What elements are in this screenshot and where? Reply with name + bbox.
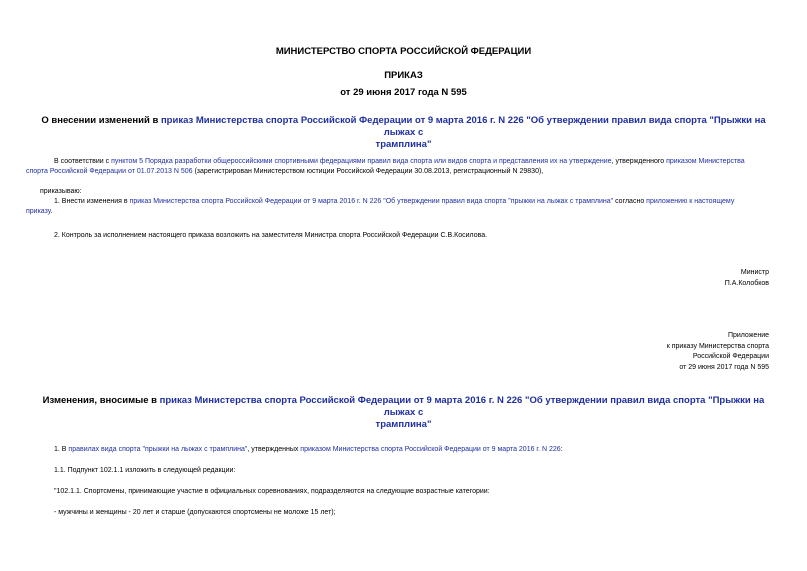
appendix-line-1: Приложение	[727, 332, 769, 339]
change-1-text: :	[560, 446, 563, 453]
quote-paragraph-2: - мужчины и женщины - 20 лет и старше (допускаются спортсмены не моложе 15 лет);	[54, 509, 336, 516]
order-title	[30, 115, 777, 151]
change-1-text: , утвержденных	[247, 446, 301, 453]
order-title-prefix: О внесении изменений в	[41, 115, 161, 126]
changes-title-link-cont[interactable]: трамплина"	[375, 419, 432, 430]
preamble-link-order-cont[interactable]: спорта Российской Федерации от 01.07.2013 N 506	[26, 168, 193, 175]
date-number-heading: от 29 июня 2017 года N 595	[340, 87, 467, 98]
appendix-line-2: к приказу Министерства спорта	[666, 342, 769, 350]
order-word: приказываю:	[40, 188, 82, 195]
changes-title-link[interactable]: приказ Министерства спорта Российской Федерации от 9 марта 2016 г. N 226 "Об утверждении правил вида спорта "Прыжки на лыжах с	[159, 395, 765, 418]
doc-type-heading: ПРИКАЗ	[384, 70, 423, 81]
change-1-link-order[interactable]: приказом Министерства спорта Российской Федерации от 9 марта 2016 г. N 226	[300, 446, 561, 453]
signature-name: П.А.Колобков	[724, 279, 769, 287]
item-1-text: согласно	[613, 198, 647, 205]
signature-position: Министр	[740, 269, 769, 276]
preamble-text: , утвержденного	[611, 158, 667, 165]
appendix-line-4: от 29 июня 2017 года N 595	[679, 363, 769, 371]
item-1-paragraph	[26, 197, 770, 217]
preamble-link-order[interactable]: приказом Министерства	[666, 158, 745, 165]
signature-block	[725, 268, 769, 289]
appendix-block	[667, 331, 769, 373]
preamble-link-procedure[interactable]: пунктом 5 Порядка разработки общероссийскими спортивными федерациями правил вида спорта или видов спорта и представления их на утверждение	[111, 158, 612, 165]
item-1-link-order[interactable]: приказ Министерства спорта Российской Федерации от 9 марта 2016 г. N 226 "Об утверждении правил вида спорта "прыжки на лыжах с трамплина"	[129, 198, 614, 205]
change-1-link-rules[interactable]: правилах вида спорта "прыжки на лыжах с трамплина"	[68, 446, 248, 453]
changes-title-prefix: Изменения, вносимые в	[42, 395, 160, 406]
item-1-text: .	[50, 208, 53, 215]
preamble-text: (зарегистрирован Министерством юстиции Российской Федерации 30.08.2013, регистрационный N 29830),	[192, 168, 544, 175]
item-2-paragraph: 2. Контроль за исполнением настоящего приказа возложить на заместителя Министра спорта Российской Федерации С.В.Косилова.	[54, 232, 488, 239]
change-1-paragraph	[54, 445, 563, 455]
changes-title	[30, 395, 777, 431]
ministry-heading: МИНИСТЕРСТВО СПОРТА РОССИЙСКОЙ ФЕДЕРАЦИИ	[275, 46, 532, 57]
preamble-paragraph	[26, 157, 770, 177]
change-1-1-paragraph: 1.1. Подпункт 102.1.1 изложить в следующей редакции:	[54, 467, 236, 474]
order-title-link[interactable]: приказ Министерства спорта Российской Федерации от 9 марта 2016 г. N 226 "Об утверждении правил вида спорта "Прыжки на лыжах с	[160, 115, 766, 138]
quote-paragraph-1: "102.1.1. Спортсмены, принимающие участие в официальных соревнованиях, подразделяются на следующие возрастные категории:	[54, 488, 490, 495]
item-1-text: 1. Внести изменения в	[54, 198, 130, 205]
preamble-text: В соответствии с	[54, 158, 112, 165]
order-title-link-cont[interactable]: трамплина"	[375, 139, 432, 150]
item-1-link-appendix[interactable]: приложению к настоящему	[646, 198, 735, 205]
item-1-link-appendix-cont[interactable]: приказу	[26, 208, 51, 215]
appendix-line-3: Российской Федерации	[692, 353, 769, 360]
change-1-text: 1. В	[54, 446, 69, 453]
